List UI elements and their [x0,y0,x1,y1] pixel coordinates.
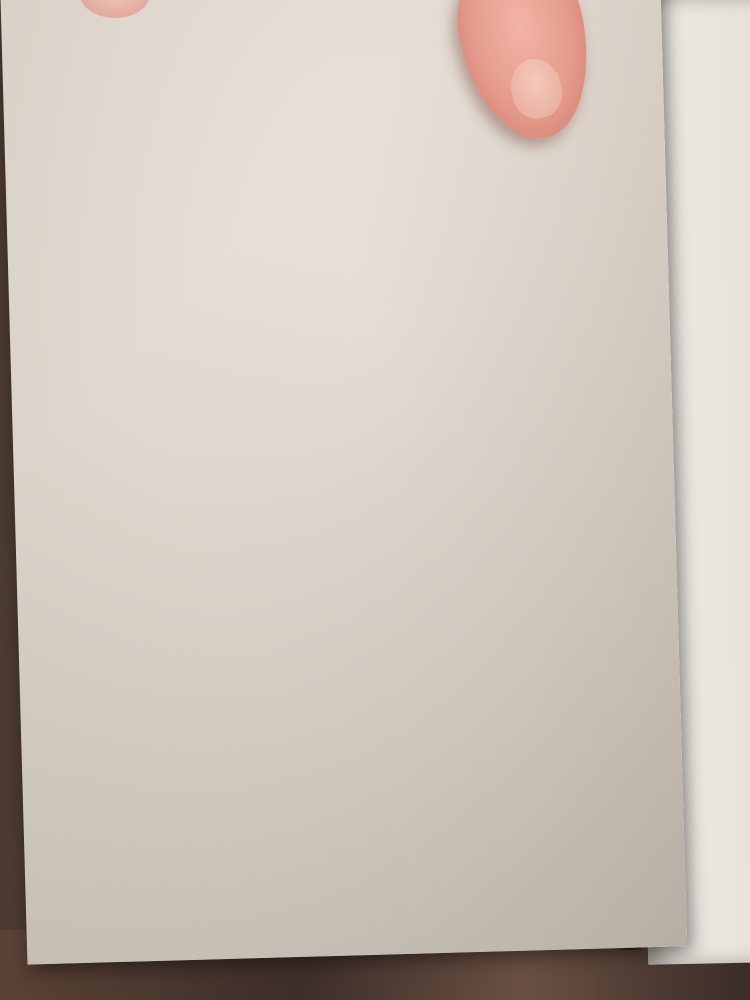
main-text [87,207,611,222]
fingernail [506,54,567,123]
